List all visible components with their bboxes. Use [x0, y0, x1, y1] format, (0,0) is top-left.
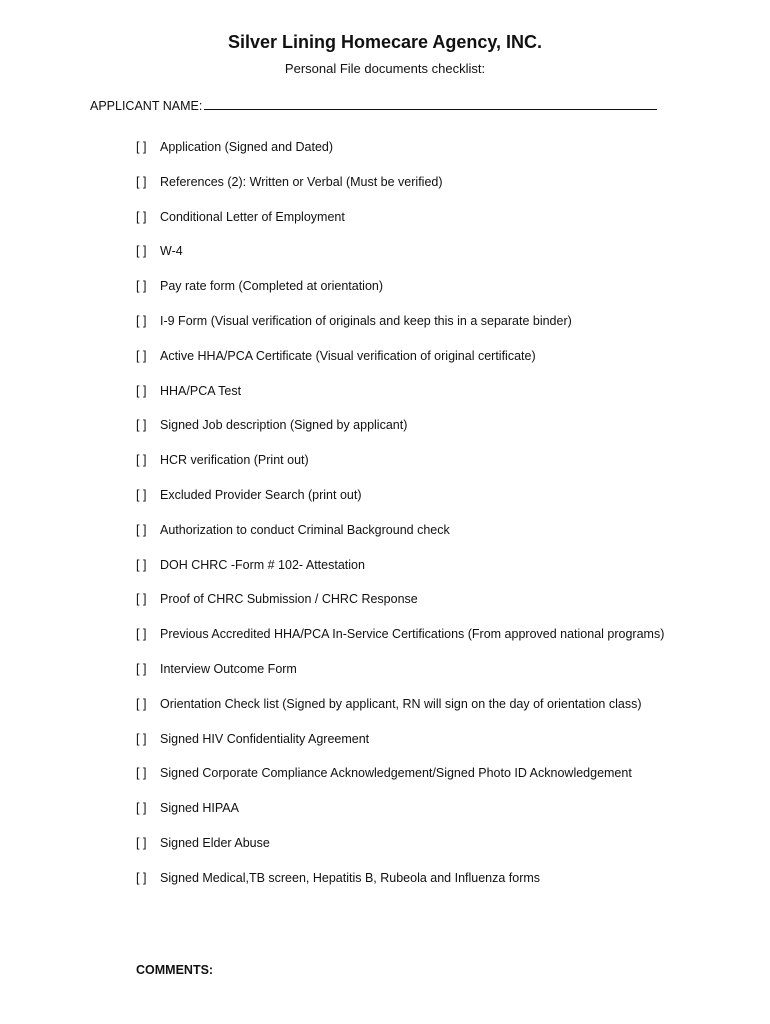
checkbox[interactable]: [ ] — [136, 835, 147, 850]
checklist-item-label: Active HHA/PCA Certificate (Visual verification of original certificate) — [160, 348, 536, 363]
checkbox[interactable]: [ ] — [136, 174, 147, 189]
applicant-name-label: APPLICANT NAME: — [90, 99, 203, 113]
checklist-item — [136, 826, 696, 861]
checkbox[interactable]: [ ] — [136, 870, 147, 885]
applicant-name-field[interactable] — [204, 97, 657, 110]
checkbox[interactable]: [ ] — [136, 731, 147, 746]
checklist-item-label: Signed Job description (Signed by applicant) — [160, 418, 408, 433]
checkbox[interactable]: [ ] — [136, 383, 147, 398]
checkbox[interactable]: [ ] — [136, 348, 147, 363]
checklist-item — [136, 478, 696, 513]
checklist-item-label: DOH CHRC -Form # 102- Attestation — [160, 557, 365, 572]
checkbox[interactable]: [ ] — [136, 696, 147, 711]
applicant-name-row — [90, 97, 657, 113]
page-title: Silver Lining Homecare Agency, INC. — [227, 32, 543, 52]
checkbox[interactable]: [ ] — [136, 487, 147, 502]
checklist-item-label: Conditional Letter of Employment — [160, 209, 345, 224]
checkbox[interactable]: [ ] — [136, 418, 147, 433]
checklist-item-label: Signed Corporate Compliance Acknowledgement/Signed Photo ID Acknowledgement — [160, 766, 632, 781]
checklist-item-label: Application (Signed and Dated) — [160, 140, 334, 154]
checklist-item — [136, 269, 696, 304]
checklist-item-label: HCR verification (Print out) — [160, 453, 309, 468]
checklist-item-label: Pay rate form (Completed at orientation) — [160, 279, 384, 294]
checklist-item-label: References (2): Written or Verbal (Must be verified) — [160, 174, 443, 189]
checklist-item — [136, 443, 696, 478]
checkbox[interactable]: [ ] — [136, 140, 147, 154]
checklist-item — [136, 513, 696, 548]
checklist-item-label: Previous Accredited HHA/PCA In-Service Certifications (From approved national programs) — [160, 627, 665, 642]
checklist-item-label: Signed HIPAA — [160, 801, 239, 816]
comments-label: COMMENTS: — [136, 963, 214, 977]
checklist-item-label: Interview Outcome Form — [160, 661, 297, 676]
checklist-item — [136, 687, 696, 722]
checkbox[interactable]: [ ] — [136, 313, 147, 328]
checkbox[interactable]: [ ] — [136, 766, 147, 781]
checklist-item-label: Signed Medical,TB screen, Hepatitis B, Rubeola and Influenza forms — [160, 870, 541, 885]
checklist-item-label: HHA/PCA Test — [160, 383, 242, 398]
checklist-item-label: Signed HIV Confidentiality Agreement — [160, 731, 370, 746]
checklist-item — [136, 130, 696, 165]
checklist-item-label: Authorization to conduct Criminal Background check — [160, 522, 450, 537]
checkbox[interactable]: [ ] — [136, 557, 147, 572]
checkbox[interactable]: [ ] — [136, 279, 147, 294]
checklist-item-label: Signed Elder Abuse — [160, 835, 270, 850]
checklist-item — [136, 617, 696, 652]
checklist-item-label: Excluded Provider Search (print out) — [160, 487, 362, 502]
checklist-item — [136, 339, 696, 374]
checklist-item — [136, 165, 696, 200]
checkbox[interactable]: [ ] — [136, 522, 147, 537]
checkbox[interactable]: [ ] — [136, 209, 147, 224]
checklist-item — [136, 200, 696, 235]
checklist — [136, 130, 696, 896]
checklist-item-label: Proof of CHRC Submission / CHRC Response — [160, 592, 418, 607]
checklist-item — [136, 234, 696, 269]
checklist-item — [136, 304, 696, 339]
checkbox[interactable]: [ ] — [136, 244, 147, 259]
checklist-item-label: W-4 — [160, 244, 183, 259]
checkbox[interactable]: [ ] — [136, 592, 147, 607]
checkbox[interactable]: [ ] — [136, 661, 147, 676]
checklist-item-label: I-9 Form (Visual verification of originals and keep this in a separate binder) — [160, 313, 572, 328]
checklist-item — [136, 374, 696, 409]
checklist-item — [136, 582, 696, 617]
checkbox[interactable]: [ ] — [136, 801, 147, 816]
page-subtitle: Personal File documents checklist: — [284, 61, 486, 76]
checklist-item-label: Orientation Check list (Signed by applicant, RN will sign on the day of orientation class) — [160, 696, 642, 711]
checkbox[interactable]: [ ] — [136, 627, 147, 642]
checklist-item — [136, 408, 696, 443]
checklist-item — [136, 791, 696, 826]
checklist-item — [136, 861, 696, 896]
checklist-item — [136, 756, 696, 791]
checklist-item — [136, 722, 696, 757]
checklist-item — [136, 548, 696, 583]
checkbox[interactable]: [ ] — [136, 453, 147, 468]
checklist-item — [136, 652, 696, 687]
